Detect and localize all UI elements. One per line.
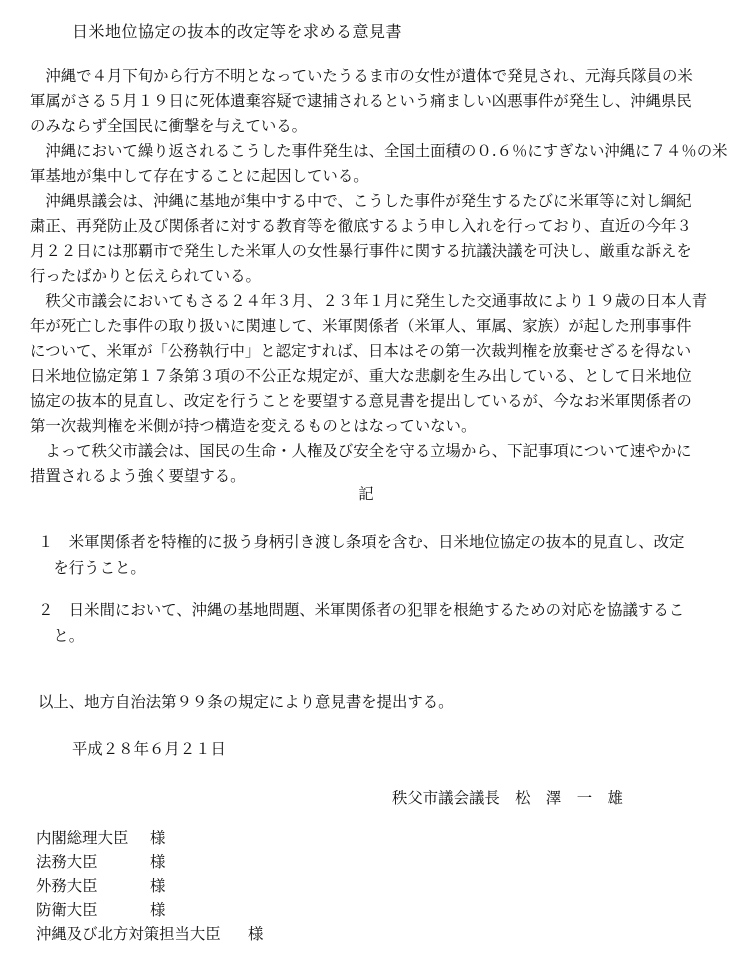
recipient-office: 外務大臣: [36, 877, 98, 895]
paragraph-line: 粛正、再発防止及び関係者に対する教育等を徹底するよう申し入れを行っており、直近の今年３: [30, 217, 692, 235]
paragraph-line: 日米地位協定第１７条第３項の不公正な規定が、重大な悲劇を生み出している、として日米地位: [30, 367, 692, 385]
request-item-2: [38, 597, 684, 649]
paragraph-line: 軍属がさる５月１９日に死体遺棄容疑で逮捕されるという痛ましい凶悪事件が発生し、沖縄県民: [30, 92, 692, 110]
document-title: 日米地位協定の抜本的改定等を求める意見書: [72, 22, 403, 41]
paragraph-line: 協定の抜本的見直し、改定を行うことを要望する意見書を提出しているが、今なお米軍関係者の: [30, 392, 692, 410]
recipient-office: 法務大臣: [36, 853, 98, 871]
document-date: 平成２８年６月２１日: [72, 740, 226, 758]
paragraph-line: 沖縄において繰り返されるこうした事件発生は、全国土面積の０.６％にすぎない沖縄に７４％の米: [30, 142, 728, 160]
paragraph-line: 秩父市議会においてもさる２４年３月、２３年１月に発生した交通事故により１９歳の日本人青: [30, 292, 708, 310]
recipient-office: 内閣総理大臣: [36, 829, 129, 847]
paragraph-line: 措置されるよう強く要望する。: [30, 467, 246, 485]
recipient-honorific: 様: [248, 925, 264, 943]
paragraph-line: 行ったばかりと伝えられている。: [30, 267, 261, 285]
paragraph-line: 沖縄で４月下旬から行方不明となっていたうるま市の女性が遺体で発見され、元海兵隊員の米: [30, 67, 693, 85]
recipient-office: 防衛大臣: [36, 901, 98, 919]
item-line: ２ 日米間において、沖縄の基地問題、米軍関係者の犯罪を根絶するための対応を協議するこ: [38, 601, 685, 619]
paragraph-line: よって秩父市議会は、国民の生命・人権及び安全を守る立場から、下記事項について速やかに: [30, 442, 692, 460]
recipient-honorific: 様: [150, 901, 166, 919]
paragraph-line: 沖縄県議会は、沖縄に基地が集中する中で、こうした事件が発生するたびに米軍等に対し綱紀: [30, 192, 692, 210]
item-line: と。: [38, 627, 85, 645]
paragraph-line: について、米軍が「公務執行中」と認定すれば、日本はその第一次裁判権を放棄せざるを得ない: [30, 342, 692, 360]
paragraph-line: 月２２日には那覇市で発生した米軍人の女性暴行事件に関する抗議決議を可決し、厳重な訴えを: [30, 242, 692, 260]
paragraph-line: 年が死亡した事件の取り扱いに関連して、米軍関係者（米軍人、軍属、家族）が起した刑事事件: [30, 317, 692, 335]
request-item-1: [38, 529, 684, 581]
closing-statement: 以上、地方自治法第９９条の規定により意見書を提出する。: [38, 693, 454, 711]
recipient-honorific: 様: [150, 829, 166, 847]
recipient-honorific: 様: [150, 853, 166, 871]
item-line: を行うこと。: [38, 559, 146, 577]
ki-heading: 記: [358, 485, 374, 503]
recipient-honorific: 様: [150, 877, 166, 895]
signature: 秩父市議会議長 松 澤 一 雄: [392, 789, 623, 807]
paragraph-line: 第一次裁判権を米側が持つ構造を変えるものとはなっていない。: [30, 417, 477, 435]
paragraph-line: のみならず全国民に衝撃を与えている。: [30, 117, 308, 135]
item-line: １ 米軍関係者を特権的に扱う身柄引き渡し条項を含む、日米地位協定の抜本的見直し、改定: [38, 533, 685, 551]
recipient-office: 沖縄及び北方対策担当大臣: [36, 925, 221, 943]
paragraph-line: 軍基地が集中して存在することに起因している。: [30, 167, 369, 185]
body-text: [30, 64, 728, 489]
